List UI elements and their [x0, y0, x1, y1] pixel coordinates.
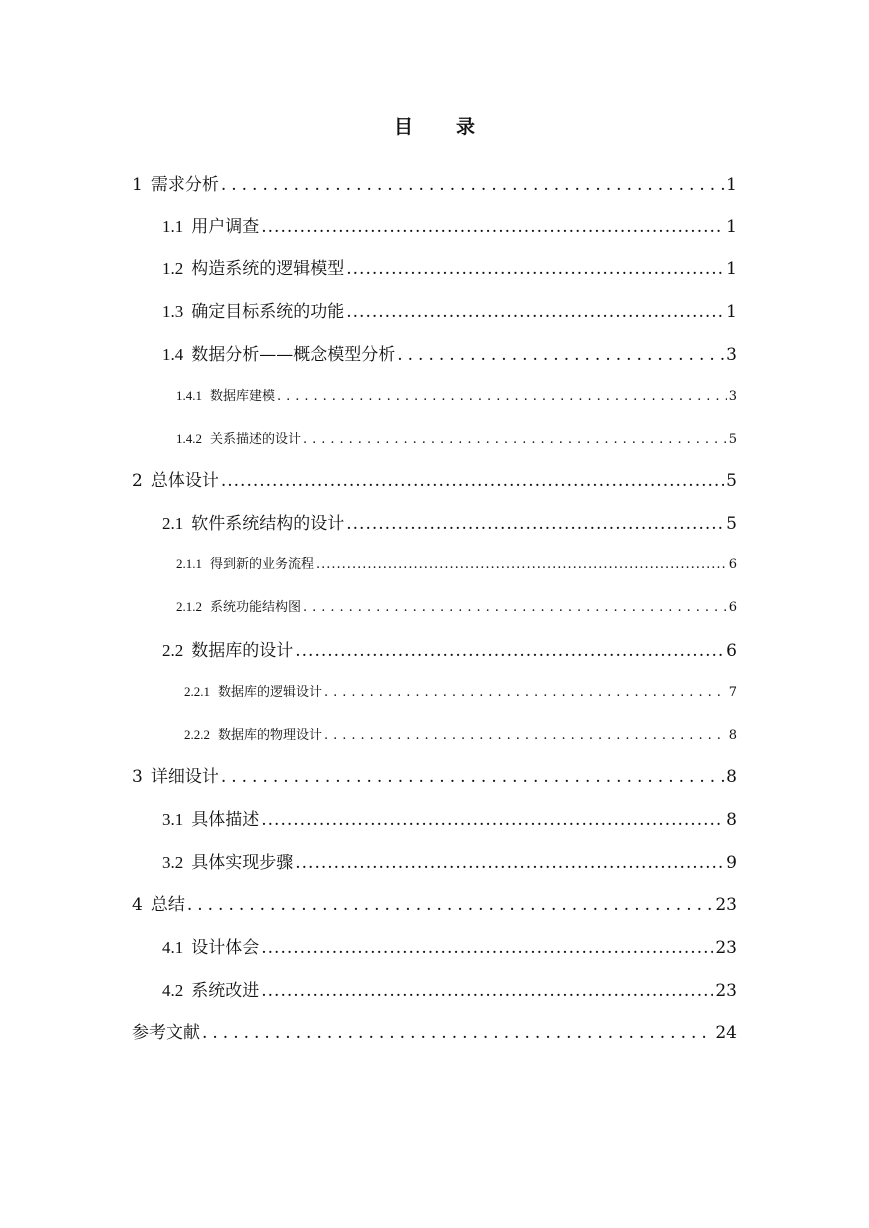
- toc-dot-leader: [295, 641, 724, 661]
- toc-entry-page: 8: [726, 767, 737, 787]
- toc-entry-label: 软件系统结构的设计: [191, 514, 345, 534]
- toc-entry-1-4[interactable]: [162, 340, 737, 368]
- toc-dot-leader: [261, 810, 724, 830]
- toc-entry-label: 关系描述的设计: [210, 432, 302, 447]
- toc-entry-label: 详细设计: [150, 767, 219, 787]
- toc-entry-1-2[interactable]: [162, 254, 737, 282]
- toc-entry-page: 7: [728, 685, 737, 700]
- toc-entry-page: 1: [726, 302, 737, 322]
- toc-entry-page: 3: [726, 345, 737, 365]
- toc-entry-page: 6: [728, 557, 737, 572]
- toc-entry-page: 23: [715, 938, 737, 958]
- toc-dot-leader: [202, 1023, 713, 1043]
- toc-entry-page: 9: [726, 853, 737, 873]
- toc-dot-leader: [221, 471, 724, 491]
- toc-entry-number: 2.1.2: [176, 599, 202, 614]
- toc-entry-label: 具体描述: [191, 810, 260, 830]
- toc-entry-page: 5: [726, 471, 737, 491]
- toc-dot-leader: [346, 259, 724, 279]
- toc-entry-label: 数据库建模: [210, 389, 276, 404]
- toc-entry-3-2[interactable]: [162, 848, 737, 876]
- toc-entry-number: 4.1: [162, 938, 184, 957]
- toc-entry-1[interactable]: [132, 170, 737, 198]
- toc-entry-label: 具体实现步骤: [191, 853, 294, 873]
- toc-dot-leader: [346, 302, 724, 322]
- toc-entry-page: 5: [728, 432, 737, 447]
- toc-entry-1-3[interactable]: [162, 297, 737, 325]
- toc-entry-1-4-2[interactable]: [176, 428, 737, 456]
- toc-entry-number: 2.2.1: [184, 684, 210, 699]
- toc-entry-2-2-1[interactable]: [184, 681, 737, 709]
- toc-entry-number: 1.2: [162, 259, 184, 278]
- toc-entry-page: 24: [715, 1023, 737, 1043]
- toc-dot-leader: [277, 389, 727, 404]
- toc-entry-number: 1.4: [162, 345, 184, 364]
- toc-entry-label: 系统功能结构图: [210, 600, 302, 615]
- toc-entry-number: 2.1.1: [176, 556, 202, 571]
- toc-entry-label: 参考文献: [132, 1023, 200, 1043]
- toc-dot-leader: [261, 981, 713, 1001]
- toc-dot-leader: [324, 728, 727, 743]
- toc-entry-label: 总体设计: [150, 471, 219, 491]
- toc-dot-leader: [303, 600, 727, 615]
- toc-dot-leader: [324, 685, 727, 700]
- toc-entry-label: 用户调查: [191, 217, 260, 237]
- toc-entry-number: 3: [132, 767, 143, 787]
- toc-dot-leader: [346, 514, 724, 534]
- toc-entry-number: 3.1: [162, 810, 184, 829]
- toc-entry-label: 需求分析: [150, 175, 219, 195]
- toc-entry-page: 23: [715, 981, 737, 1001]
- toc-entry-4-2[interactable]: [162, 976, 737, 1004]
- toc-entry-2-1-1[interactable]: [176, 553, 737, 581]
- toc-dot-leader: [397, 345, 724, 365]
- toc-entry-number: 1.4.1: [176, 388, 202, 403]
- page-title: 目 录: [393, 116, 487, 138]
- toc-entry-page: 6: [728, 600, 737, 615]
- toc-entry-page: 1: [726, 175, 737, 195]
- toc-dot-leader: [221, 767, 724, 787]
- toc-entry-number: 2.1: [162, 514, 184, 533]
- toc-entry-number: 1.3: [162, 302, 184, 321]
- toc-dot-leader: [316, 557, 727, 572]
- toc-entry-number: 2: [132, 471, 143, 491]
- toc-entry-page: 6: [726, 641, 737, 661]
- toc-entry-label: 数据分析——概念模型分析: [191, 345, 396, 365]
- toc-dot-leader: [295, 853, 724, 873]
- toc-entry-label: 数据库的逻辑设计: [218, 685, 323, 700]
- toc-entry-2-2[interactable]: [162, 636, 737, 664]
- toc-entry-label: 数据库的物理设计: [218, 728, 323, 743]
- toc-entry-3[interactable]: [132, 762, 737, 790]
- toc-entry-label: 数据库的设计: [191, 641, 294, 661]
- toc-entry-1-4-1[interactable]: [176, 385, 737, 413]
- toc-entry-number: 2.2: [162, 641, 184, 660]
- toc-entry-label: 确定目标系统的功能: [191, 302, 345, 322]
- toc-entry-number: 1: [132, 175, 143, 195]
- toc-entry-4[interactable]: [132, 890, 737, 918]
- toc-entry-label: 构造系统的逻辑模型: [191, 259, 345, 279]
- toc-entry-number: 4.2: [162, 981, 184, 1000]
- toc-dot-leader: [187, 895, 714, 915]
- toc-entry-2-1-2[interactable]: [176, 596, 737, 624]
- toc-entry-4-1[interactable]: [162, 933, 737, 961]
- toc-entry-1-1[interactable]: [162, 212, 737, 240]
- toc-dot-leader: [303, 432, 727, 447]
- toc-entry-2[interactable]: [132, 466, 737, 494]
- toc-entry-number: 1.4.2: [176, 431, 202, 446]
- toc-entry-number: 1.1: [162, 217, 184, 236]
- toc-dot-leader: [261, 217, 724, 237]
- toc-entry-page: 3: [728, 389, 737, 404]
- toc-entry-2-1[interactable]: [162, 509, 737, 537]
- toc-entry-page: 1: [726, 259, 737, 279]
- toc-dot-leader: [221, 175, 724, 195]
- toc-entry-3-1[interactable]: [162, 805, 737, 833]
- toc-entry-label: 系统改进: [191, 981, 260, 1001]
- toc-entry-page: 23: [715, 895, 737, 915]
- toc-entry-number: 4: [132, 895, 143, 915]
- toc-entry-page: 1: [726, 217, 737, 237]
- toc-entry-2-2-2[interactable]: [184, 724, 737, 752]
- toc-entry-page: 8: [726, 810, 737, 830]
- toc-entry-number: 3.2: [162, 853, 184, 872]
- toc-entry-number: 2.2.2: [184, 727, 210, 742]
- toc-entry-label: 设计体会: [191, 938, 260, 958]
- toc-entry-page: 5: [726, 514, 737, 534]
- toc-entry-label: 总结: [150, 895, 185, 915]
- toc-entry-page: 8: [728, 728, 737, 743]
- toc-dot-leader: [261, 938, 713, 958]
- toc-entry-label: 得到新的业务流程: [210, 557, 315, 572]
- toc-entry-references[interactable]: [132, 1018, 737, 1046]
